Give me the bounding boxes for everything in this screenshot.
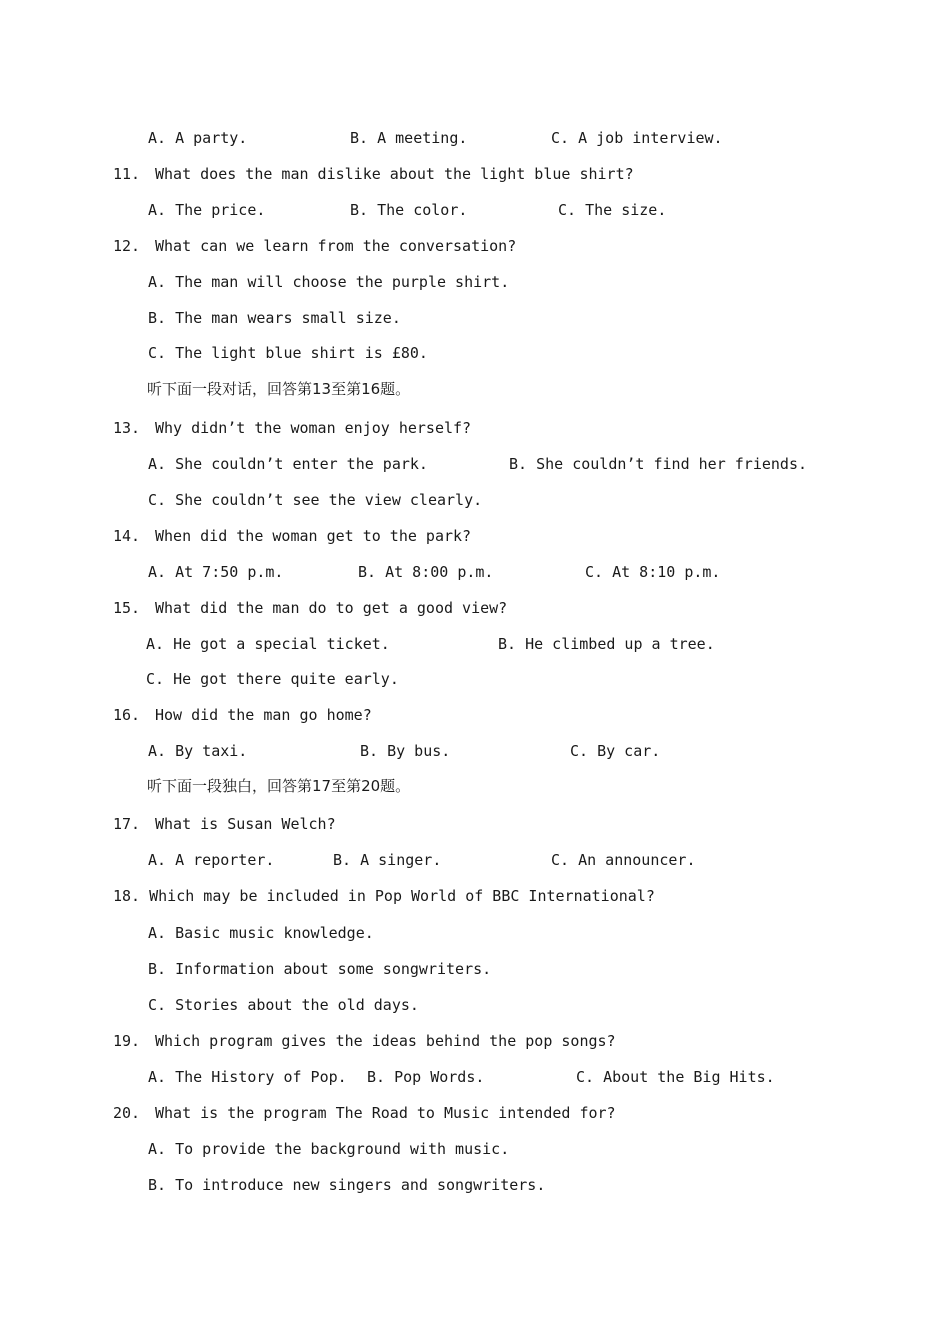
q17-text: What is Susan Welch? xyxy=(155,815,336,833)
q10-option-c: C. A job interview. xyxy=(551,129,723,147)
q17-option-b: B. A singer. xyxy=(333,851,442,869)
q15-text: What did the man do to get a good view? xyxy=(155,599,508,617)
q17-number: 17. xyxy=(113,815,141,833)
q20-option-b: B. To introduce new singers and songwriters. xyxy=(148,1176,546,1194)
q20-option-a: A. To provide the background with music. xyxy=(148,1140,510,1158)
q20-number: 20. xyxy=(113,1104,141,1122)
q11-text: What does the man dislike about the light blue shirt? xyxy=(155,165,634,183)
q15-number: 15. xyxy=(113,599,141,617)
q12-option-b: B. The man wears small size. xyxy=(148,309,401,327)
q19-option-b: B. Pop Words. xyxy=(367,1068,485,1086)
q12-option-a: A. The man will choose the purple shirt. xyxy=(148,273,510,291)
q17-option-c: C. An announcer. xyxy=(551,851,696,869)
q19-number: 19. xyxy=(113,1032,141,1050)
q13-option-a: A. She couldn’t enter the park. xyxy=(148,455,428,473)
q12-text: What can we learn from the conversation? xyxy=(155,237,517,255)
q12-number: 12. xyxy=(113,237,141,255)
q16-option-b: B. By bus. xyxy=(360,742,451,760)
q14-text: When did the woman get to the park? xyxy=(155,527,472,545)
q19-text: Which program gives the ideas behind the pop songs? xyxy=(155,1032,616,1050)
q13-option-c: C. She couldn’t see the view clearly. xyxy=(148,491,483,509)
q11-option-a: A. The price. xyxy=(148,201,266,219)
q18-option-a: A. Basic music knowledge. xyxy=(148,924,374,942)
q15-option-b: B. He climbed up a tree. xyxy=(498,635,715,653)
q15-option-a: A. He got a special ticket. xyxy=(146,635,390,653)
q18-option-c: C. Stories about the old days. xyxy=(148,996,419,1014)
q14-option-c: C. At 8:10 p.m. xyxy=(585,563,721,581)
q19-option-a: A. The History of Pop. xyxy=(148,1068,347,1086)
q16-text: How did the man go home? xyxy=(155,706,372,724)
q17-option-a: A. A reporter. xyxy=(148,851,275,869)
q13-number: 13. xyxy=(113,419,141,437)
q13-option-b: B. She couldn’t find her friends. xyxy=(509,455,808,473)
q16-number: 16. xyxy=(113,706,141,724)
q11-number: 11. xyxy=(113,165,141,183)
q14-number: 14. xyxy=(113,527,141,545)
section-heading-17-20: 听下面一段独白，回答第17至第20题。 xyxy=(147,777,411,795)
q10-option-b: B. A meeting. xyxy=(350,129,468,147)
q11-option-c: C. The size. xyxy=(558,201,667,219)
q14-option-a: A. At 7:50 p.m. xyxy=(148,563,284,581)
q16-option-a: A. By taxi. xyxy=(148,742,248,760)
q15-option-c: C. He got there quite early. xyxy=(146,670,399,688)
q11-option-b: B. The color. xyxy=(350,201,468,219)
q18-option-b: B. Information about some songwriters. xyxy=(148,960,492,978)
q16-option-c: C. By car. xyxy=(570,742,661,760)
q14-option-b: B. At 8:00 p.m. xyxy=(358,563,494,581)
q12-option-c: C. The light blue shirt is £80. xyxy=(148,344,428,362)
q18-text: 18. Which may be included in Pop World of BBC International? xyxy=(113,887,655,905)
q10-option-a: A. A party. xyxy=(148,129,248,147)
q20-text: What is the program The Road to Music intended for? xyxy=(155,1104,616,1122)
section-heading-13-16: 听下面一段对话，回答第13至第16题。 xyxy=(147,380,411,398)
q13-text: Why didn’t the woman enjoy herself? xyxy=(155,419,472,437)
q19-option-c: C. About the Big Hits. xyxy=(576,1068,775,1086)
